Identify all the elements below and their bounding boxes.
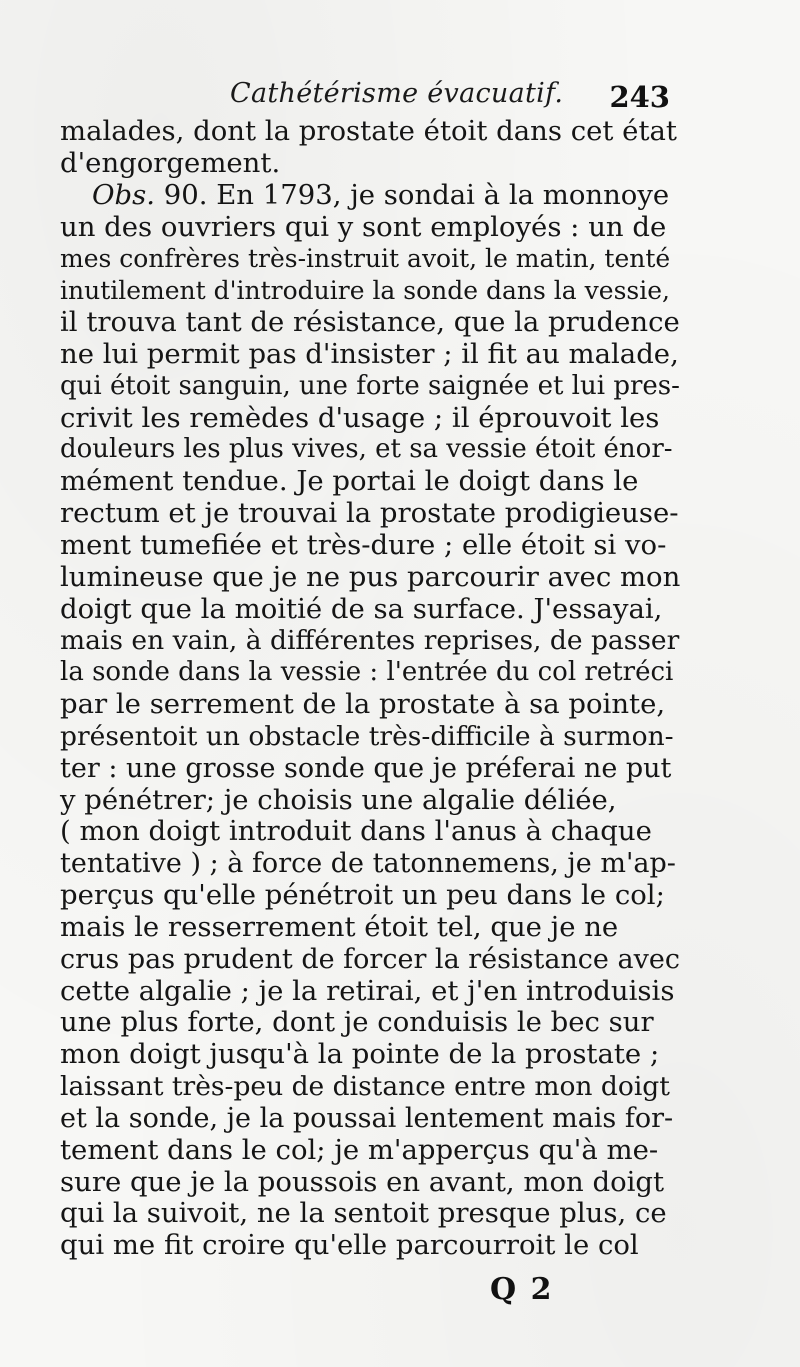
body-text (60, 116, 680, 1262)
text-line: mon doigt jusqu'à la pointe de la prostate ; (60, 1038, 660, 1071)
text-line: mes confrères très-instruit avoit, le matin, tenté (60, 244, 671, 274)
text-line: ne lui permit pas d'insister ; il fit au malade, (60, 337, 679, 370)
text-line: mais en vain, à différentes reprises, de passer (60, 625, 680, 657)
text-line: malades, dont la prostate étoit dans cet état (60, 115, 677, 147)
text-line: mément tendue. Je portai le doigt dans le (60, 465, 639, 498)
text-line: il trouva tant de résistance, que la prudence (60, 306, 680, 338)
text-line: rectum et je trouvai la prostate prodigieuse- (60, 497, 679, 529)
text-line: par le serrement de la prostate à sa pointe, (60, 688, 666, 720)
page-number: 243 (609, 80, 670, 114)
running-title: Cathétérisme évacuatif. (230, 78, 564, 109)
text-line: présentoit un obstacle très-difficile à surmon- (60, 720, 674, 752)
text-line: ment tumefiée et très-dure ; elle étoit si vo- (60, 528, 667, 561)
text-line: inutilement d'introduire la sonde dans la vessie, (60, 276, 670, 306)
text-line: mais le resserrement étoit tel, que je ne (60, 910, 619, 943)
signature-mark: Q 2 (490, 1272, 554, 1307)
text-line: la sonde dans la vessie : l'entrée du col retréci (60, 657, 674, 688)
text-line: qui la suivoit, ne la sentoit presque plus, ce (60, 1197, 667, 1230)
page-header (60, 70, 670, 118)
text-line: crivit les remèdes d'usage ; il éprouvoit les (60, 401, 660, 434)
text-line: cette algalie ; je la retirai, et j'en introduisis (60, 974, 675, 1007)
text-line: ter : une grosse sonde que je préferai ne put (60, 752, 672, 784)
text-line: qui me fit croire qu'elle parcourroit le col (60, 1229, 639, 1262)
text-line: lumineuse que je ne pus parcourir avec mon (60, 560, 681, 593)
text-line: ( mon doigt introduit dans l'anus à chaque (60, 815, 652, 848)
text-line: y pénétrer; je choisis une algalie déliée, (60, 783, 617, 816)
text-line: tentative ) ; à force de tatonnemens, je m'ap- (60, 848, 676, 880)
text-line: qui étoit sanguin, une forte saignée et lui pres- (60, 370, 680, 401)
text-line: d'engorgement. (60, 146, 281, 179)
text-line: tement dans le col; je m'apperçus qu'à me- (60, 1133, 659, 1166)
text-line: une plus forte, dont je conduisis le bec sur (60, 1006, 654, 1039)
observation-label: Obs. (92, 178, 156, 211)
text-line: et la sonde, je la poussai lentement mais for- (60, 1102, 674, 1134)
text-line: Obs. 90. En 1793, je sondai à la monnoye (92, 178, 670, 211)
text-line: sure que je la poussois en avant, mon doigt (60, 1165, 665, 1198)
text-line: perçus qu'elle pénétroit un peu dans le col; (60, 879, 665, 911)
text-line: doigt que la moitié de sa surface. J'essayai, (60, 592, 663, 625)
text-line: laissant très-peu de distance entre mon doigt (60, 1071, 670, 1102)
text-line: un des ouvriers qui y sont employés : un de (60, 210, 667, 243)
text-line: douleurs les plus vives, et sa vessie étoit énor- (60, 434, 673, 465)
text-line: crus pas prudent de forcer la résistance avec (60, 943, 680, 975)
